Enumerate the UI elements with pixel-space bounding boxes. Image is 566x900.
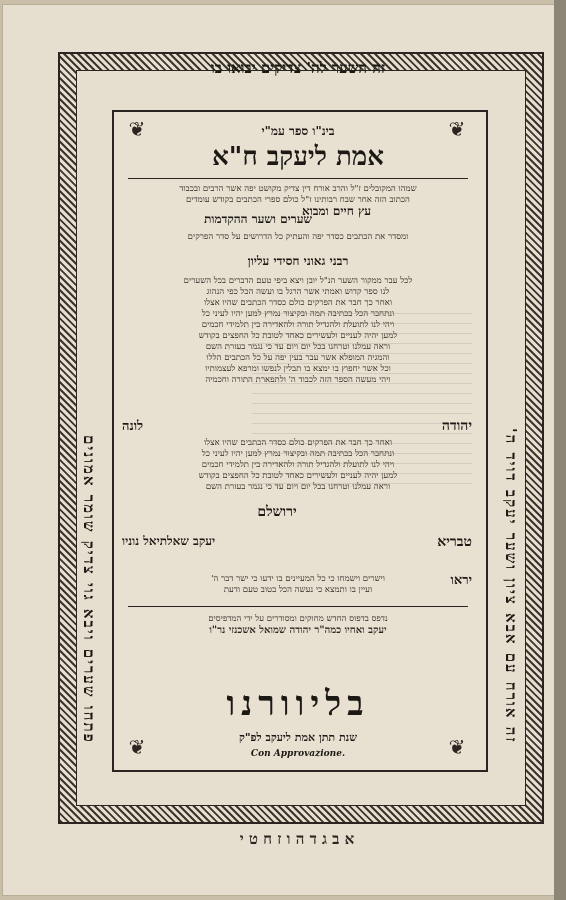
body-line: הכתוב הזה אחר שבח רבותינו ז"ל כולם ספרי הכתבים בקודש עומדים — [186, 195, 410, 205]
word-yiru: יראו — [450, 573, 472, 588]
name-yerushalayim: ירושלם — [257, 504, 297, 520]
intro-text-2 — [122, 232, 474, 243]
name-yehuda: יהודה — [441, 418, 472, 434]
lower-line: וישרים וישמחו כי כל המעיינים בו ידעו כי ישר דבר ה' — [211, 574, 385, 584]
body-line: לכל עבר ממקור השער הנ"ל יובן ויצא ביפי טעם הדברים בכל השערים — [183, 276, 413, 286]
page-edge — [554, 0, 566, 900]
intro-text — [122, 184, 474, 206]
body-line: וכל אשר יחפוץ בו ימצא בו תבלין לנפשו ומרפא לעצמותיו — [205, 364, 391, 374]
body-line: למען יהיה לעניים ולעשירים כאחד לטובת כל החפצים בקודש — [198, 331, 398, 341]
title-page — [2, 4, 558, 896]
name-luna: לונה — [122, 419, 144, 434]
lower-line: ועיין בו ותמצא כי נעשה הכל בטוב טעם ודעת — [223, 585, 373, 595]
body-text — [122, 276, 474, 386]
signature-line: א ב ג ד ה ו ז ח ט י — [239, 830, 355, 848]
body-line: ונתחבר הכל בכתיבה תמה ובקיצור נמרץ למען יהיו לעיני כל — [201, 449, 395, 459]
ornament-icon-bottom-left: ❦ — [128, 735, 146, 759]
lower-line: נדפס בדפוס החדש מחוקים ומסודרים על ידי המדפיסים — [208, 614, 388, 624]
lower-line: יעקב ואחיו כמה"ר יהודה שמואל אשכנזי נר"ו — [209, 625, 387, 636]
subtitle-right: שערים ושער ההקדמות — [204, 212, 312, 226]
lower-text — [122, 574, 474, 596]
frame-top-text: זה השער לה' צדיקים יבואו בו — [210, 59, 386, 77]
body-line: שמהו המקובלים ז"ל והרב אורח דין צדיק מקושט יפה אשר הרבים ובכבוד — [179, 184, 417, 194]
body-text-2 — [122, 438, 474, 493]
body-line: והמגיה המופלא אשר עבר בעין יפה על כל הכתבים הללו — [206, 353, 390, 363]
subtitle-left: עץ חיים ומבוא — [302, 204, 372, 218]
body-line: ונתחבר הכל בכתיבה תמה ובקיצור נמרץ למען יהיו לעיני כל — [201, 309, 395, 319]
body-line: למען יהיה לעניים ולעשירים כאחד לטובת כל החפצים בקודש — [198, 471, 398, 481]
ornament-icon-top-left: ❦ — [128, 117, 146, 141]
place-name: בליוורנו — [226, 684, 370, 724]
body-line: לנו ספר קדוש ואמתי אשר הרגל בו ועשה הכל כפי הנהוג — [206, 287, 390, 297]
body-line: ויהי לנו לתועלת ולהגדיל תורה ולהאדירה בין תלמידי חכמים — [201, 320, 395, 330]
title-header: בינ"ו ספר עמ"י — [261, 124, 335, 138]
body-line: ויהי לנו לתועלת ולהגדיל תורה ולהאדירה בין תלמידי חכמים — [201, 460, 395, 470]
divider — [128, 178, 468, 179]
divider — [128, 606, 468, 607]
ornament-icon-bottom-right: ❦ — [448, 735, 466, 759]
printer-text — [122, 614, 474, 636]
year-line: שנת תתן אמת ליעקב לפ"ק — [238, 731, 358, 744]
approval-line: Con Approvazione. — [250, 749, 346, 759]
frame-left-text: פתחו שערים ויבא גוי צדיק שומר אמונים — [80, 435, 98, 744]
body-line: ואחר כך חבר את הפרקים כולם כסדר הכתבים שהיו אצלו — [203, 438, 393, 448]
frame-right-text: זה אורח עם אבא ציון ושער יעקב דויד ה' — [502, 428, 520, 744]
ornament-icon-top-right: ❦ — [448, 117, 466, 141]
authors-line: רבני גאוני חסידי עליון — [247, 254, 349, 268]
book-title: אמת ליעקב ח"א — [212, 142, 384, 172]
body-line: ומסדר את הכתבים כסדר יפה והעתיק כל הדרושים על סדר הפרקים — [187, 232, 409, 242]
name-tveria: טבריא — [437, 534, 472, 550]
body-line: ואחר כך חבר את הפרקים כולם כסדר הכתבים שהיו אצלו — [203, 298, 393, 308]
body-line: וראה עמלנו וטרחנו בכל יום ויום עד כי נגמר בעזרת השם — [205, 482, 391, 492]
body-line: ויהי מעשה הספר הזה לכבוד ה' ולתפארת התורה וחכמיה — [205, 375, 391, 385]
body-line: וראה עמלנו וטרחנו בכל יום ויום עד כי נגמר בעזרת השם — [205, 342, 391, 352]
name-yaakov: יעקב שאלתיאל נוניו — [122, 534, 216, 548]
